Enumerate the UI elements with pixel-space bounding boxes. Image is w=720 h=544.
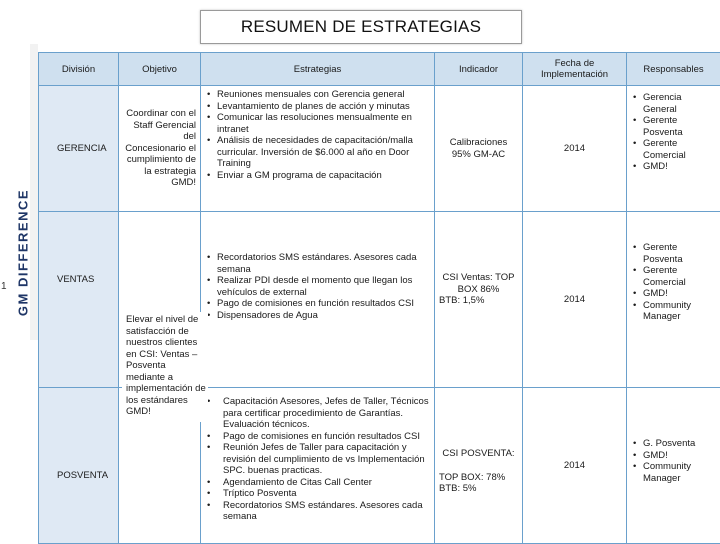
list-item: • Community Manager <box>631 300 716 323</box>
list-item: • G. Posventa <box>631 438 716 450</box>
responsables-cell <box>627 86 720 212</box>
indicador-cell: Calibraciones 95% GM-AC <box>435 86 523 212</box>
responsables-cell <box>627 388 720 544</box>
responsables-cell <box>627 212 720 388</box>
list-item: • Levantamiento de planes de acción y minutas <box>205 101 430 113</box>
indicador-main: CSI Ventas: TOP BOX 86% <box>439 272 518 295</box>
col-header-estrategias: Estrategias <box>201 53 435 86</box>
fecha-cell: 2014 <box>523 388 627 544</box>
list-item: • Community Manager <box>631 461 716 484</box>
list-item: • Gerente Comercial <box>631 138 716 161</box>
list-item: • Tríptico Posventa <box>205 488 430 500</box>
indicador-main: CSI POSVENTA: <box>439 448 518 460</box>
division-cell: GERENCIA <box>39 86 119 212</box>
list-item: • Agendamiento de Citas Call Center <box>205 477 430 489</box>
col-header-objetivo: Objetivo <box>119 53 201 86</box>
col-header-responsables: Responsables <box>627 53 720 86</box>
list-item: • Gerente Posventa <box>631 242 716 265</box>
side-bar <box>30 44 38 340</box>
division-cell: VENTAS <box>39 212 119 388</box>
list-item: • Reunión Jefes de Taller para capacitación y revisión del cumplimiento de vs Implementación SPC. buenas practicas. <box>205 442 430 477</box>
list-item: • Análisis de necesidades de capacitación/malla curricular. Inversión de $6.000 al año en Door Training <box>205 135 430 170</box>
col-header-fecha: Fecha de Implementación <box>523 53 627 86</box>
col-header-indicador: Indicador <box>435 53 523 86</box>
list-item: • Enviar a GM programa de capacitación <box>205 170 430 182</box>
fecha-cell: 2014 <box>523 212 627 388</box>
strategy-table <box>38 52 720 544</box>
list-item: • Dispensadores de Agua <box>205 310 430 322</box>
estrategias-cell <box>201 212 435 388</box>
list-item: • GMD! <box>631 161 716 173</box>
list-item: • Gerente Comercial <box>631 265 716 288</box>
list-item: • Realizar PDI desde el momento que llegan los vehículos de external <box>205 275 430 298</box>
list-item: • GMD! <box>631 288 716 300</box>
list-item: • Recordatorios SMS estándares. Asesores cada semana <box>205 500 430 523</box>
indicador-sub: BTB: 5% <box>439 483 518 495</box>
estrategias-cell <box>201 86 435 212</box>
division-cell: POSVENTA <box>39 388 119 544</box>
list-item: • Comunicar las resoluciones mensualmente en intranet <box>205 112 430 135</box>
table-header-row <box>39 53 720 86</box>
estrategias-cell <box>201 388 435 544</box>
page-title: RESUMEN DE ESTRATEGIAS <box>200 10 522 44</box>
list-item: • Gerencia General <box>631 92 716 115</box>
objetivo-cell: Coordinar con el Staff Gerencial del Concesionario el cumplimiento de la estrategia GMD! <box>119 86 201 212</box>
list-item: • Recordatorios SMS estándares. Asesores cada semana <box>205 252 430 275</box>
list-item: • Pago de comisiones en función resultados CSI <box>205 431 430 443</box>
indicador-sub: TOP BOX: 78% <box>439 472 518 484</box>
list-item: • Gerente Posventa <box>631 115 716 138</box>
list-item: • Capacitación Asesores, Jefes de Taller, Técnicos para certificar procedimiento de Garantías. Evaluación técnicos. <box>205 396 430 431</box>
fecha-cell: 2014 <box>523 86 627 212</box>
indicador-cell <box>435 388 523 544</box>
list-item: • Pago de comisiones en función resultados CSI <box>205 298 430 310</box>
side-tick: 1 <box>1 281 7 292</box>
col-header-division: División <box>39 53 119 86</box>
table-row-gerencia <box>39 86 720 212</box>
list-item: • GMD! <box>631 450 716 462</box>
ventas-objetivo-text: Elevar el nivel de satisfacción de nuestros clientes en CSI: Ventas – Posventa mediante a implementación de los estándares GMD! <box>122 312 208 422</box>
list-item: • Reuniones mensuales con Gerencia general <box>205 89 430 101</box>
indicador-sub: BTB: 1,5% <box>439 295 518 307</box>
gm-difference-label: GM DIFFERENCE <box>16 118 31 388</box>
indicador-cell <box>435 212 523 388</box>
